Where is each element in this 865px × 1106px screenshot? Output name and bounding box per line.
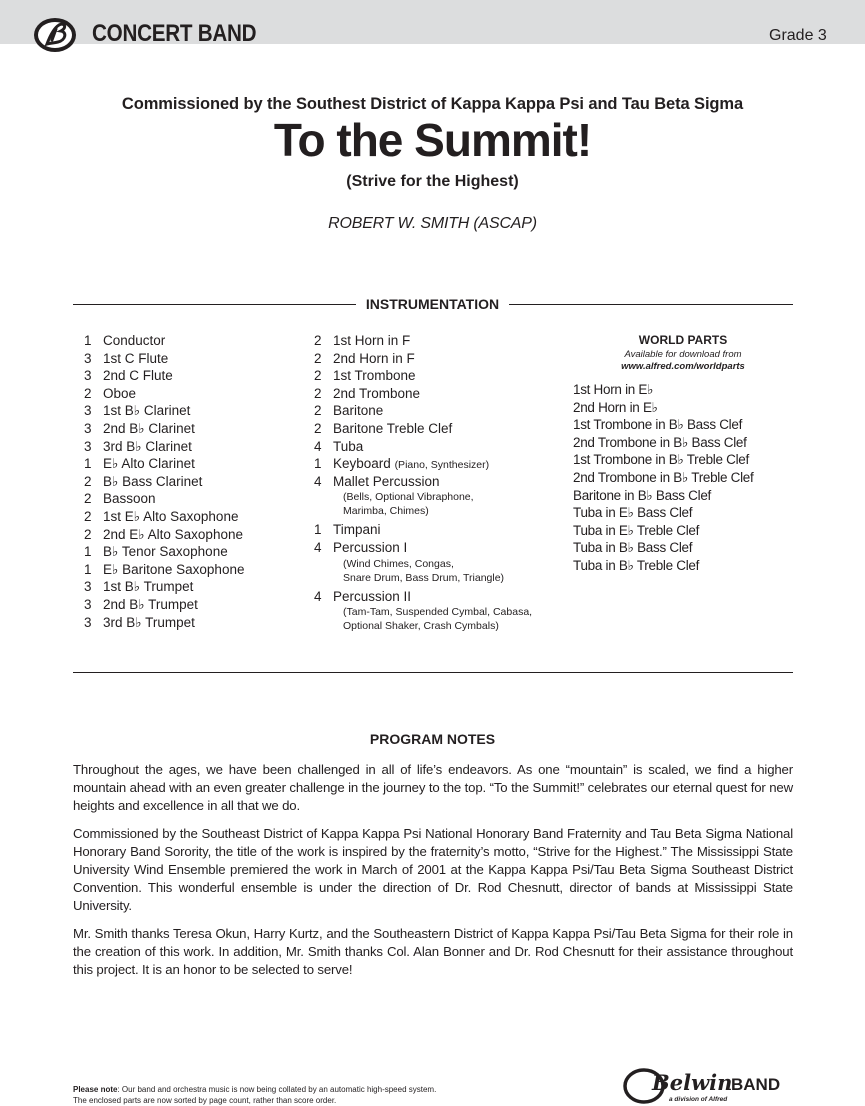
instrument-name-text: 3rd B♭ Clarinet bbox=[103, 438, 192, 454]
world-parts-heading: WORLD PARTS bbox=[638, 333, 728, 347]
world-parts-availability: Available for download from bbox=[624, 349, 742, 360]
instrument-name bbox=[103, 578, 193, 596]
brand-script: Belwin bbox=[652, 1070, 733, 1095]
instrument-name-text: 3rd B♭ Trumpet bbox=[103, 614, 195, 630]
world-parts-list bbox=[573, 381, 753, 575]
commission-line: Commissioned by the Southest District of Kappa Kappa Psi and Tau Beta Sigma bbox=[121, 95, 744, 113]
world-part-item: 2nd Trombone in B♭ Bass Clef bbox=[573, 434, 747, 450]
world-part-item: 1st Horn in E♭ bbox=[573, 382, 654, 397]
instrument-name bbox=[333, 402, 383, 420]
instrument-quantity: 2 bbox=[314, 420, 322, 436]
instrument-name bbox=[103, 350, 168, 368]
instrument-row bbox=[314, 588, 532, 606]
instrument-quantity: 1 bbox=[84, 456, 92, 472]
instrument-name bbox=[333, 588, 411, 606]
instrument-quantity: 2 bbox=[314, 368, 322, 384]
instrument-row bbox=[314, 385, 532, 403]
instrument-quantity: 3 bbox=[84, 596, 92, 612]
instrument-name bbox=[103, 367, 173, 385]
instrument-row bbox=[84, 350, 244, 368]
instrument-detail: Snare Drum, Bass Drum, Triangle) bbox=[343, 571, 505, 584]
instrument-name bbox=[103, 438, 192, 456]
instrument-row bbox=[314, 350, 532, 368]
instrument-quantity: 2 bbox=[314, 350, 322, 366]
instrument-quantity: 2 bbox=[314, 333, 322, 348]
note-line-2: The enclosed parts are now sorted by page count, rather than score order. bbox=[73, 1096, 337, 1105]
instrument-name-text: Baritone bbox=[333, 403, 384, 419]
piece-title: To the Summit! bbox=[273, 114, 592, 166]
world-part-item: Tuba in B♭ Bass Clef bbox=[573, 540, 693, 556]
instrument-row bbox=[84, 596, 244, 614]
instrument-detail: (Bells, Optional Vibraphone, bbox=[343, 491, 474, 504]
instrument-name-text: 1st E♭ Alto Saxophone bbox=[103, 508, 239, 524]
world-part-item: 2nd Horn in E♭ bbox=[573, 399, 658, 415]
instrument-quantity: 2 bbox=[84, 473, 92, 489]
instrument-name-text: 2nd Horn in F bbox=[333, 350, 415, 366]
instrument-row bbox=[314, 521, 532, 539]
instrument-row bbox=[314, 420, 532, 438]
instrument-quantity: 1 bbox=[314, 456, 322, 472]
instrument-name-text: Percussion I bbox=[333, 539, 408, 555]
instrument-name bbox=[103, 420, 195, 438]
instrument-name-text: Conductor bbox=[103, 333, 166, 348]
world-part-item: 2nd Trombone in B♭ Treble Clef bbox=[573, 469, 754, 485]
instrument-quantity: 2 bbox=[84, 491, 92, 507]
instrument-quantity: 2 bbox=[314, 385, 322, 401]
instrument-name bbox=[103, 614, 195, 632]
instrument-name-text: E♭ Alto Clarinet bbox=[103, 456, 195, 472]
instrument-name bbox=[103, 543, 228, 561]
note-line-1: : Our band and orchestra music is now being collated by an automatic high-speed system. bbox=[117, 1085, 437, 1094]
instrument-quantity: 3 bbox=[84, 614, 92, 630]
instrument-row bbox=[84, 526, 244, 544]
instrument-quantity: 3 bbox=[84, 368, 92, 384]
instrument-note: (Piano, Synthesizer) bbox=[394, 459, 490, 472]
instrument-row bbox=[84, 332, 244, 350]
instrument-name-text: Mallet Percussion bbox=[333, 473, 440, 489]
instrument-name-text: Percussion II bbox=[333, 588, 412, 604]
instrument-name bbox=[103, 402, 190, 420]
world-parts-url[interactable]: www.alfred.com/worldparts bbox=[621, 361, 745, 372]
instrument-name bbox=[103, 473, 202, 491]
instrument-detail: (Wind Chimes, Congas, bbox=[343, 557, 454, 570]
instrument-row bbox=[84, 614, 244, 632]
world-part-item: Tuba in E♭ Bass Clef bbox=[573, 505, 693, 521]
instrument-quantity: 1 bbox=[84, 561, 92, 577]
instrument-quantity: 3 bbox=[84, 350, 92, 366]
instrument-row bbox=[84, 367, 244, 385]
instrument-quantity: 2 bbox=[84, 385, 92, 401]
note-label: Please note bbox=[73, 1085, 118, 1094]
instrument-quantity: 2 bbox=[84, 508, 92, 524]
instrument-row bbox=[84, 438, 244, 456]
instrument-name bbox=[333, 521, 381, 539]
instrument-row bbox=[314, 402, 532, 420]
instrument-name bbox=[333, 367, 416, 385]
instrument-row bbox=[314, 332, 532, 350]
instrument-quantity: 1 bbox=[314, 522, 322, 538]
instrument-name-text: 1st B♭ Trumpet bbox=[103, 579, 194, 595]
instrument-name bbox=[333, 473, 440, 491]
instrument-row bbox=[84, 508, 244, 526]
world-part-item: Tuba in E♭ Treble Clef bbox=[573, 522, 700, 538]
instrument-name-text: 2nd E♭ Alto Saxophone bbox=[103, 526, 243, 542]
instrument-quantity: 1 bbox=[84, 544, 92, 560]
world-part-item: 1st Trombone in B♭ Bass Clef bbox=[573, 417, 743, 433]
instrument-detail: Marimba, Chimes) bbox=[343, 505, 429, 518]
instrument-name-text: B♭ Tenor Saxophone bbox=[103, 544, 228, 560]
instrumentation-heading: INSTRUMENTATION bbox=[365, 296, 500, 312]
instrument-row bbox=[84, 543, 244, 561]
instrument-column-2 bbox=[314, 332, 532, 636]
instrument-name bbox=[103, 596, 198, 614]
instrument-name-text: 1st B♭ Clarinet bbox=[103, 403, 191, 419]
program-notes-heading: PROGRAM NOTES bbox=[369, 731, 496, 747]
instrument-name-text: 2nd B♭ Clarinet bbox=[103, 420, 195, 436]
instrument-name bbox=[333, 350, 415, 368]
section-divider bbox=[73, 672, 793, 673]
series-label: CONCERT BAND bbox=[92, 20, 257, 47]
collation-note bbox=[73, 1084, 436, 1106]
instrument-name-text: Keyboard bbox=[333, 456, 391, 472]
instrument-name-text: 2nd Trombone bbox=[333, 385, 421, 401]
composer-credit: ROBERT W. SMITH (ASCAP) bbox=[328, 215, 537, 232]
instrument-name bbox=[103, 385, 136, 403]
instrument-quantity: 4 bbox=[314, 588, 322, 604]
belwin-logo-icon bbox=[32, 16, 78, 54]
world-part-item: 1st Trombone in B♭ Treble Clef bbox=[573, 452, 749, 468]
instrument-quantity: 3 bbox=[84, 579, 92, 595]
instrument-quantity: 1 bbox=[84, 333, 92, 348]
instrument-name-text: Timpani bbox=[333, 522, 381, 538]
instrument-row bbox=[84, 455, 244, 473]
instrument-name bbox=[333, 420, 452, 438]
instrument-quantity: 3 bbox=[84, 403, 92, 419]
instrument-name bbox=[333, 332, 410, 350]
instrument-name bbox=[333, 455, 489, 473]
instrument-name bbox=[103, 455, 195, 473]
instrument-name bbox=[103, 526, 243, 544]
instrument-row bbox=[314, 473, 532, 491]
world-part-item: Tuba in B♭ Treble Clef bbox=[573, 557, 700, 573]
instrument-name bbox=[333, 539, 407, 557]
instrument-name bbox=[103, 332, 165, 350]
instrument-row bbox=[84, 402, 244, 420]
instrument-name bbox=[333, 438, 363, 456]
instrument-detail: Optional Shaker, Crash Cymbals) bbox=[343, 620, 499, 633]
instrument-column-1 bbox=[84, 332, 244, 631]
grade-label: Grade 3 bbox=[769, 27, 827, 44]
instrument-name-text: 2nd B♭ Trumpet bbox=[103, 596, 198, 612]
instrument-row bbox=[84, 420, 244, 438]
instrument-row bbox=[84, 473, 244, 491]
instrument-name-text: Bassoon bbox=[103, 491, 156, 507]
instrument-quantity: 4 bbox=[314, 539, 322, 555]
instrument-row bbox=[314, 367, 532, 385]
instrument-row bbox=[314, 539, 532, 557]
instrument-name bbox=[103, 561, 244, 579]
instrument-name bbox=[103, 508, 238, 526]
instrument-name-text: E♭ Baritone Saxophone bbox=[103, 561, 245, 577]
instrument-quantity: 2 bbox=[314, 403, 322, 419]
instrument-quantity: 3 bbox=[84, 438, 92, 454]
brand-division: a division of Alfred bbox=[669, 1096, 728, 1103]
instrument-name-text: Oboe bbox=[103, 385, 137, 401]
program-note-paragraph: Mr. Smith thanks Teresa Okun, Harry Kurtz, and the Southeastern District of Kappa Kappa Psi/Tau Beta Sigma for their role in the creation of this work. In addition, Mr. Smith thanks Col. Alan Bonner and Dr. Rod Chesnutt for their assistance throughout this project. It is an honor to be selected to serve! bbox=[73, 926, 793, 977]
instrument-name-text: 2nd C Flute bbox=[103, 368, 173, 384]
instrument-row bbox=[314, 455, 532, 473]
instrument-name bbox=[103, 490, 156, 508]
instrument-row bbox=[84, 578, 244, 596]
instrument-name-text: 1st C Flute bbox=[103, 350, 169, 366]
instrument-name-text: Baritone Treble Clef bbox=[333, 420, 453, 436]
instrument-row bbox=[84, 490, 244, 508]
instrument-name-text: B♭ Bass Clarinet bbox=[103, 473, 203, 489]
instrument-quantity: 4 bbox=[314, 473, 322, 489]
instrument-detail: (Tam-Tam, Suspended Cymbal, Cabasa, bbox=[343, 606, 533, 619]
instrument-quantity: 3 bbox=[84, 420, 92, 436]
instrument-name-text: Tuba bbox=[333, 438, 364, 454]
belwin-band-logo bbox=[622, 1067, 797, 1106]
program-note-paragraph: Commissioned by the Southeast District of Kappa Kappa Psi National Honorary Band Fraternity and Tau Beta Sigma National Honorary Band Sorority, the title of the work is inspired by the fraternity’s motto, “Strive for the Highest.” The Mississippi State University Wind Ensemble premiered the work in March of 2001 at the Kappa Kappa Psi/Tau Beta Sigma Southeast District Convention. This wonderful ensemble is under the direction of Dr. Rod Chesnutt, director of bands at Mississippi State University. bbox=[73, 826, 793, 913]
world-part-item: Baritone in B♭ Bass Clef bbox=[573, 487, 711, 503]
instrument-name bbox=[333, 385, 420, 403]
instrument-row bbox=[314, 438, 532, 456]
instrument-row bbox=[84, 561, 244, 579]
brand-word: BAND bbox=[731, 1075, 781, 1094]
instrument-quantity: 4 bbox=[314, 438, 322, 454]
instrument-row bbox=[84, 385, 244, 403]
program-note-paragraph: Throughout the ages, we have been challenged in all of life’s endeavors. As one “mountain” is scaled, we find a higher mountain ahead with an even greater challenge in the journey to the top. “To the Summit!” celebrates our eternal quest for new heights and excellence in all that we do. bbox=[73, 762, 793, 813]
instrument-quantity: 2 bbox=[84, 526, 92, 542]
piece-subtitle: (Strive for the Highest) bbox=[346, 173, 519, 190]
instrument-name-text: 1st Horn in F bbox=[333, 333, 411, 348]
instrument-name-text: 1st Trombone bbox=[333, 368, 416, 384]
